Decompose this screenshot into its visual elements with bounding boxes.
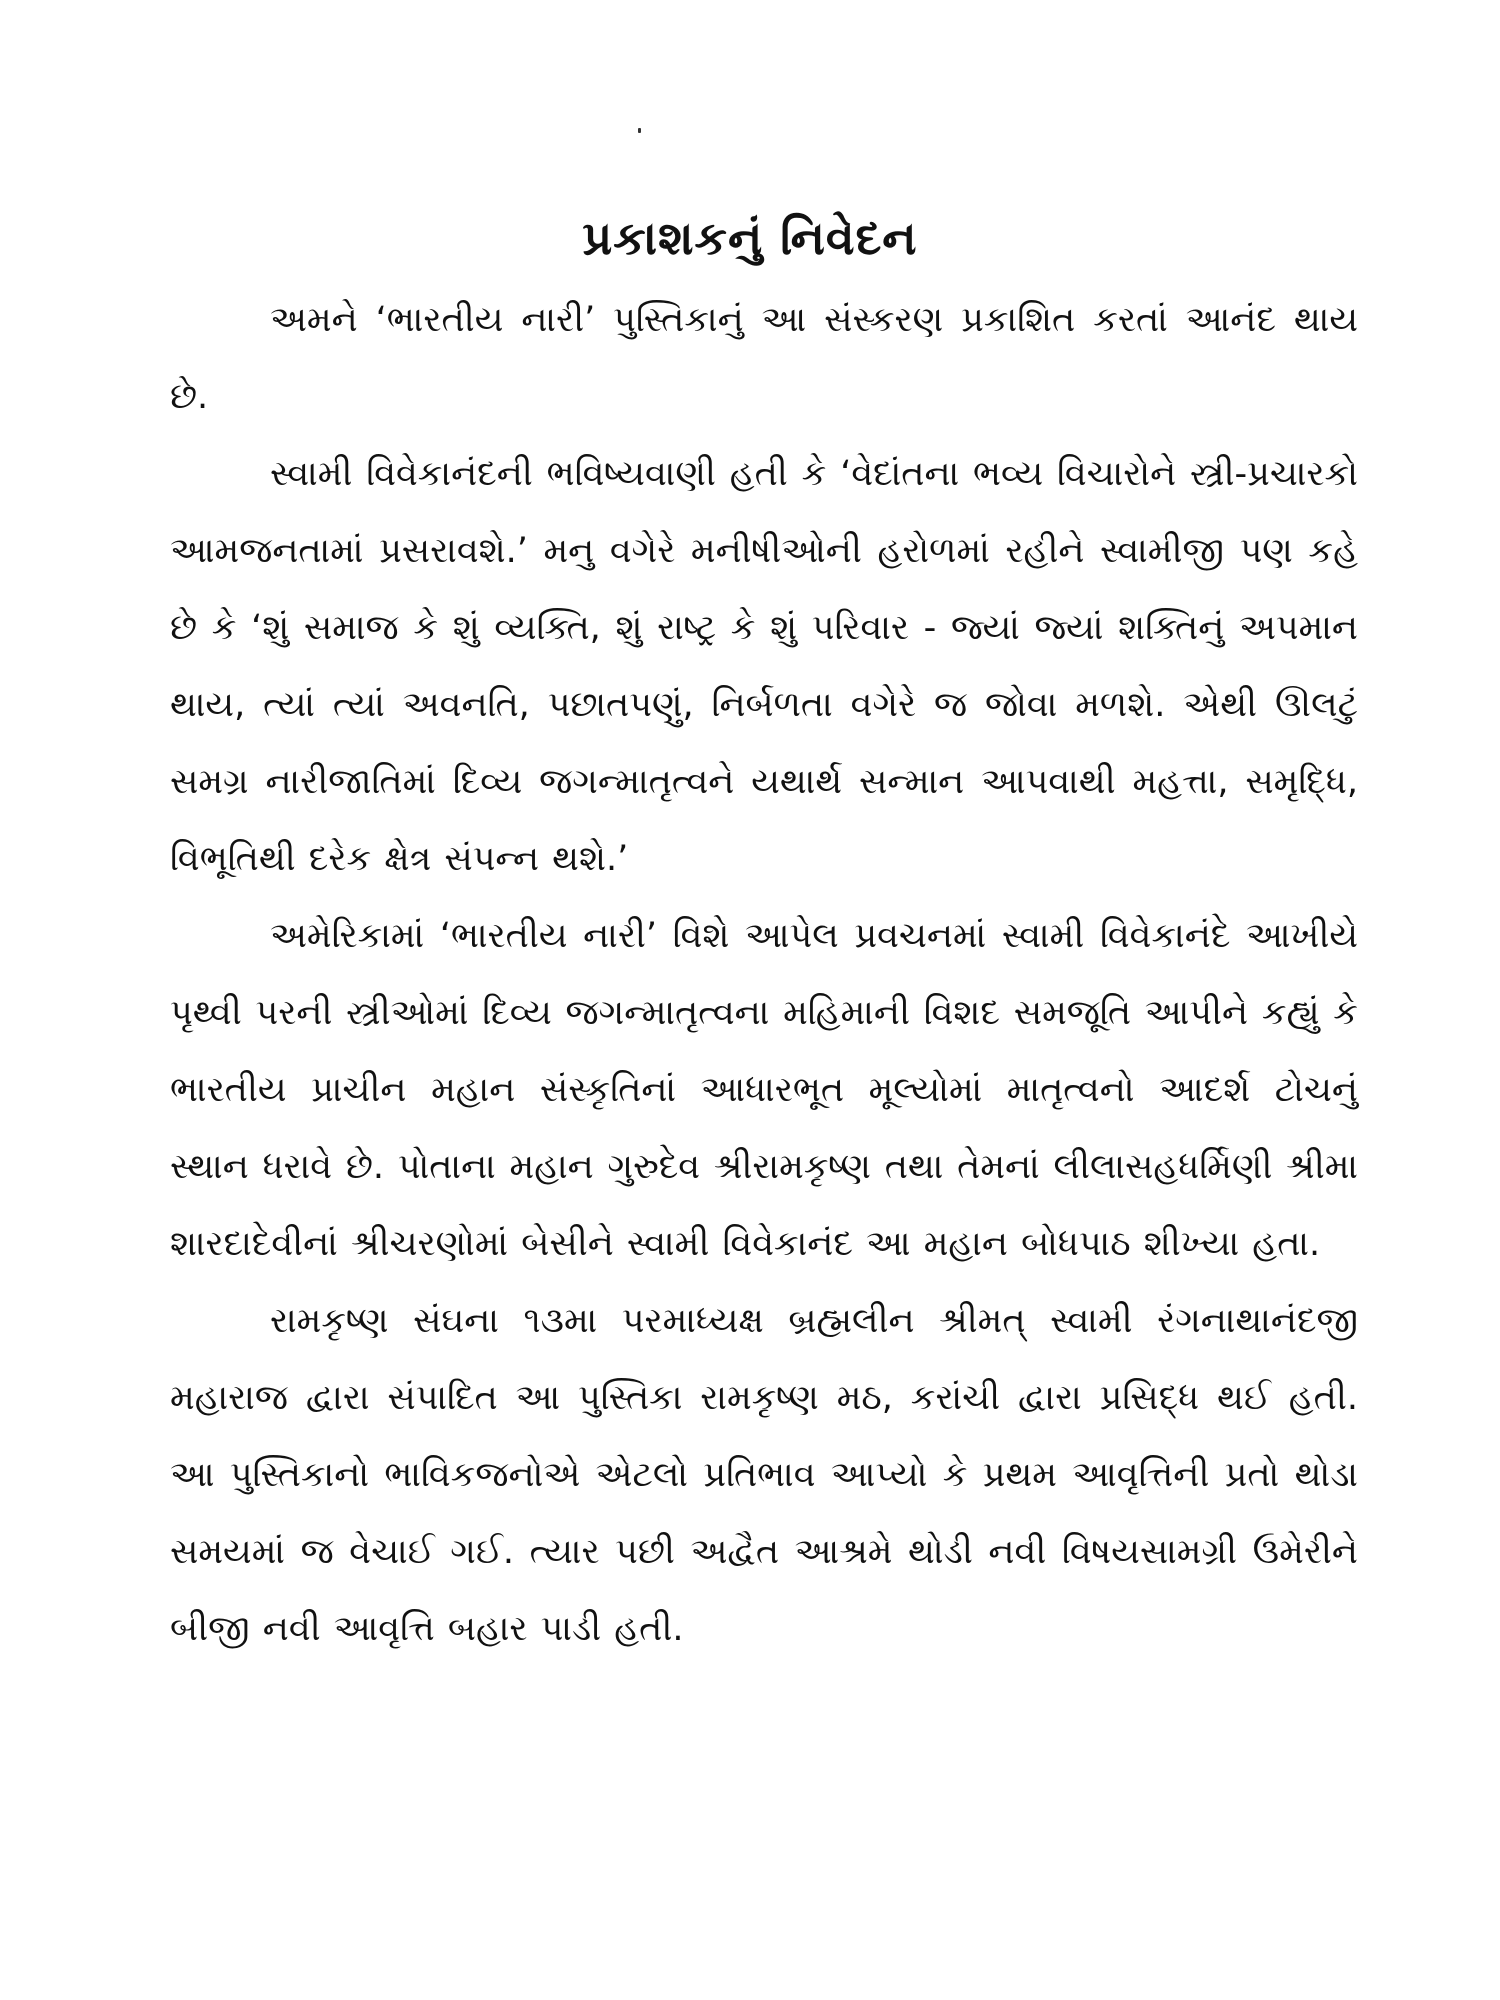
page-title: પ્રકાશકનું નિવેદન xyxy=(582,211,918,265)
document-body xyxy=(170,282,1358,1668)
scan-speck xyxy=(638,128,641,133)
paragraph-4: રામકૃષ્ણ સંઘના ૧૩મા પરમાધ્યક્ષ બ્રહ્મલીન શ્રીમત્ સ્વામી રંગનાથાનંદજી મહારાજ દ્વારા સંપાદિત આ પુસ્તિકા રામકૃષ્ણ મઠ, કરાંચી દ્વારા પ્રસિદ્ધ થઈ હતી. આ પુસ્તિકાનો ભાવિકજનોએ એટલો પ્રતિભાવ આપ્યો કે પ્રથમ આવૃત્તિની પ્રતો થોડા સમયમાં જ વેચાઈ ગઈ. ત્યાર પછી અદ્વૈત આશ્રમે થોડી નવી વિષયસામગ્રી ઉમેરીને બીજી નવી આવૃત્તિ બહાર પાડી હતી. xyxy=(170,1301,1358,1649)
paragraph-3: અમેરિકામાં ‘ભારતીય નારી’ વિશે આપેલ પ્રવચનમાં સ્વામી વિવેકાનંદે આખીયે પૃથ્વી પરની સ્ત્રીઓમાં દિવ્ય જગન્માતૃત્વના મહિમાની વિશદ સમજૂતિ આપીને કહ્યું કે ભારતીય પ્રાચીન મહાન સંસ્કૃતિનાં આધારભૂત મૂલ્યોમાં માતૃત્વનો આદર્શ ટોચનું સ્થાન ધરાવે છે. પોતાના મહાન ગુરુદેવ શ્રીરામકૃષ્ણ તથા તેમનાં લીલાસહધર્મિણી શ્રીમા શારદાદેવીનાં શ્રીચરણોમાં બેસીને સ્વામી વિવેકાનંદ આ મહાન બોધપાઠ શીખ્યા હતા. xyxy=(170,916,1358,1264)
paragraph-1: અમને ‘ભારતીય નારી’ પુસ્તિકાનું આ સંસ્કરણ પ્રકાશિત કરતાં આનંદ થાય છે. xyxy=(170,300,1358,417)
paragraph-2: સ્વામી વિવેકાનંદની ભવિષ્યવાણી હતી કે ‘વેદાંતના ભવ્ય વિચારોને સ્ત્રી-પ્રચારકો આમજનતામાં પ્રસરાવશે.’ મનુ વગેરે મનીષીઓની હરોળમાં રહીને સ્વામીજી પણ કહે છે કે ‘શું સમાજ કે શું વ્યક્તિ, શું રાષ્ટ્ર કે શું પરિવાર - જ્યાં જ્યાં શક્તિનું અપમાન થાય, ત્યાં ત્યાં અવનતિ, પછાતપણું, નિર્બળતા વગેરે જ જોવા મળશે. એથી ઊલટું સમગ્ર નારીજાતિમાં દિવ્ય જગન્માતૃત્વને યથાર્થ સન્માન આપવાથી મહત્તા, સમૃદ્ધિ, વિભૂતિથી દરેક ક્ષેત્ર સંપન્ન થશે.’ xyxy=(170,454,1358,879)
